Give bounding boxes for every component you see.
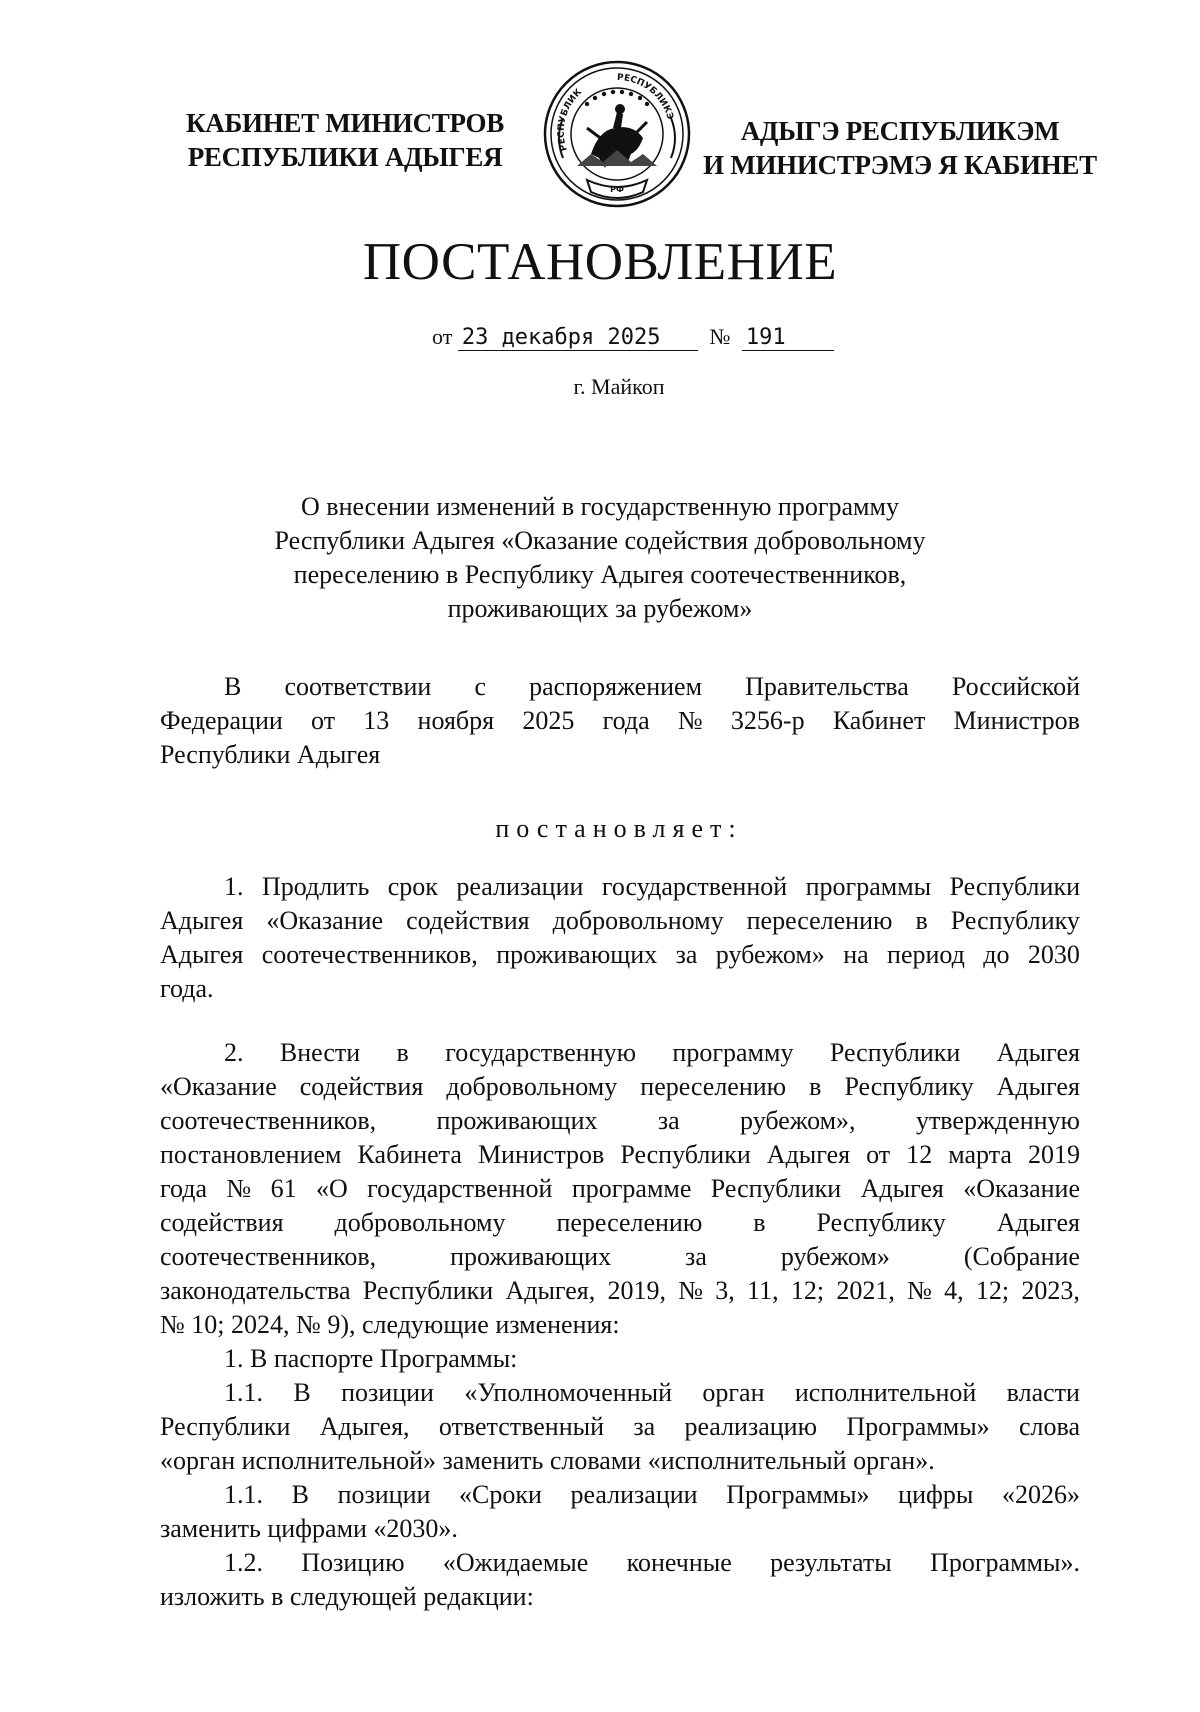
word: № (226, 1174, 252, 1203)
word: период (887, 940, 965, 969)
subject-line: переселению в Республику Адыгея соотечественников, (293, 560, 907, 589)
word: 1.1. (224, 1378, 263, 1407)
word: в (753, 1208, 766, 1237)
word: «Сроки (459, 1480, 542, 1509)
word: проживающих (450, 1242, 612, 1271)
sub-1-1-a-line (160, 1410, 1080, 1444)
word: 3, (715, 1276, 735, 1305)
word: позиции (337, 1480, 431, 1509)
word: года (160, 1174, 208, 1203)
word: № (907, 1276, 932, 1305)
word: Республику (844, 1072, 974, 1101)
issuer-name-russian (180, 106, 510, 174)
word: распоряжением (529, 672, 703, 701)
svg-text:РЕСПУБЛИК (557, 87, 585, 152)
word: добровольному (334, 1208, 506, 1237)
word: государственную (445, 1038, 637, 1067)
word: Адыгея (996, 1072, 1080, 1101)
word: Адыгея (996, 1038, 1080, 1067)
word: Кабинет (832, 706, 926, 735)
word: соотечественников, (160, 1242, 377, 1271)
item-1-line (160, 938, 1080, 972)
preamble-line (160, 704, 1080, 738)
issuer-ru-line1: КАБИНЕТ МИНИСТРОВ (186, 108, 504, 138)
word: реализации (456, 872, 584, 901)
word: Программы» (846, 1412, 990, 1441)
word: переселению (556, 1208, 703, 1237)
word: содействия (160, 1208, 284, 1237)
word: срок (387, 872, 438, 901)
subject-line: О внесении изменений в государственную программу (301, 492, 899, 521)
emblem-ring-left-text: РЕСПУБЛИК (556, 87, 585, 153)
word: марта (948, 1140, 1012, 1169)
item-2-line (160, 1036, 1080, 1070)
date-number-line (432, 322, 834, 352)
word: Внести (279, 1038, 361, 1067)
word: ответственный (438, 1412, 604, 1441)
word: 2023, (1021, 1276, 1080, 1305)
word: от (866, 1140, 891, 1169)
word: 2019, (607, 1276, 666, 1305)
item-2-paragraph (160, 1036, 1080, 1614)
word: власти (1006, 1378, 1080, 1407)
word: Адыгея (160, 906, 244, 935)
word: реализации (570, 1480, 698, 1509)
word: Позицию (301, 1548, 405, 1577)
word: 1.1. (224, 1480, 263, 1509)
word: Федерации (160, 706, 283, 735)
word: Программы». (930, 1548, 1080, 1577)
word: В (291, 1480, 309, 1509)
item-1-line (160, 904, 1080, 938)
decree-word: постановляет: (495, 814, 743, 843)
word: 4, (944, 1276, 964, 1305)
word: Правительства (745, 672, 909, 701)
word: Республики (710, 1174, 842, 1203)
word: содействия (299, 1072, 424, 1101)
document-title: ПОСТАНОВЛЕНИЕ (362, 233, 838, 291)
word: «Ожидаемые (442, 1548, 589, 1577)
word: рубежом» (715, 940, 825, 969)
word: 61 (270, 1174, 297, 1203)
passport-subheading: 1. В паспорте Программы: (224, 1344, 518, 1373)
word: переселению (640, 1072, 787, 1101)
word: от (311, 706, 336, 735)
word: утвержденную (915, 1106, 1080, 1135)
word: программы (805, 872, 932, 901)
word: Адыгея, (505, 1276, 596, 1305)
word: «Оказание (266, 906, 384, 935)
word: (Собрание (963, 1242, 1080, 1271)
word: 13 (363, 706, 390, 735)
word: с (474, 672, 486, 701)
word: 1.2. (224, 1548, 263, 1577)
word: программу (672, 1038, 794, 1067)
svg-text:РФ: РФ (610, 185, 624, 194)
word: «Уполномоченный (464, 1378, 673, 1407)
word: Адыгея (860, 1174, 944, 1203)
sub-1-1-b-line (160, 1478, 1080, 1512)
document-date: 23 декабря 2025 (458, 326, 698, 351)
word: Адыгея, (319, 1412, 410, 1441)
word: Министров (953, 706, 1080, 735)
word: позиции (341, 1378, 434, 1407)
word: Адыгея (160, 940, 244, 969)
word: Российской (951, 672, 1080, 701)
word: программе (571, 1174, 692, 1203)
word: В (224, 672, 242, 701)
word: 12; (975, 1276, 1010, 1305)
sub-1-1-a-line (160, 1376, 1080, 1410)
document-subject (160, 490, 1040, 626)
word: в (915, 906, 928, 935)
item-2-line (160, 1070, 1080, 1104)
word: соотечественников, (261, 940, 478, 969)
word: рубежом», (740, 1106, 856, 1135)
emblem-ring-right-text: РЕСПУБЛИКЭ (616, 72, 675, 121)
word: постановлением (160, 1140, 342, 1169)
word: реализацию (684, 1412, 818, 1441)
item-2-line (160, 1104, 1080, 1138)
word: Программы» (726, 1480, 870, 1509)
word: Продлить (261, 872, 370, 901)
word: 2025 (522, 706, 575, 735)
word: «Оказание (160, 1072, 277, 1101)
word: В (293, 1378, 311, 1407)
city-of-issue: г. Майкоп (573, 374, 665, 399)
issuer-ady-line1: АДЫГЭ РЕСПУБЛИКЭМ (740, 116, 1060, 146)
word: за (675, 940, 698, 969)
word: 2. (224, 1038, 244, 1067)
word: Кабинета (357, 1140, 462, 1169)
date-from-label: от (432, 324, 453, 349)
word: содействия (406, 906, 530, 935)
word: № (677, 706, 703, 735)
word: 3256-р (730, 706, 805, 735)
word: Республики (829, 1038, 961, 1067)
sub-1-1-a-line: «орган исполнительной» заменить словами «исполнительный орган». (160, 1446, 935, 1475)
preamble-paragraph (160, 670, 1080, 772)
word: на (843, 940, 869, 969)
word: Республику (816, 1208, 946, 1237)
word: 1. (224, 872, 244, 901)
word: добровольному (446, 1072, 618, 1101)
word: 12 (906, 1140, 933, 1169)
issuer-name-adyghe (700, 114, 1100, 182)
word: Министров (477, 1140, 605, 1169)
item-1-line: года. (160, 974, 214, 1003)
sub-1-2-line: изложить в следующей редакции: (160, 1582, 534, 1611)
word: 2021, (836, 1276, 895, 1305)
word: Республики (362, 1276, 494, 1305)
word: рубежом» (780, 1242, 890, 1271)
word: орган (702, 1378, 765, 1407)
item-2-line (160, 1172, 1080, 1206)
number-label: № (709, 324, 731, 349)
item-1-paragraph (160, 870, 1080, 1006)
word: государственной (367, 1174, 553, 1203)
word: № (678, 1276, 704, 1305)
word: «2026» (1001, 1480, 1080, 1509)
subject-line: проживающих за рубежом» (447, 594, 753, 623)
word: за (657, 1106, 680, 1135)
word: Адыгея (996, 1208, 1080, 1237)
word: проживающих (436, 1106, 598, 1135)
item-2-line (160, 1274, 1080, 1308)
word: в (396, 1038, 409, 1067)
word: проживающих (496, 940, 658, 969)
word: 12; (790, 1276, 825, 1305)
item-2-line (160, 1206, 1080, 1240)
word: года (602, 706, 650, 735)
item-1-line (160, 870, 1080, 904)
word: Республику (950, 906, 1080, 935)
word: 2019 (1027, 1140, 1080, 1169)
word: 2030 (1027, 940, 1080, 969)
word: до (983, 940, 1010, 969)
word: ноября (417, 706, 495, 735)
word: переселению (746, 906, 893, 935)
preamble-line (160, 670, 1080, 704)
preamble-line: Республики Адыгея (160, 740, 381, 769)
word: законодательства (160, 1276, 351, 1305)
word: слова (1019, 1412, 1080, 1441)
word: за (633, 1412, 656, 1441)
subject-line: Республики Адыгея «Оказание содействия добровольному (274, 526, 926, 555)
word: Республики (620, 1140, 751, 1169)
item-2-line (160, 1240, 1080, 1274)
word: государственной (601, 872, 788, 901)
word: 11, (747, 1276, 779, 1305)
word: исполнительной (794, 1378, 977, 1407)
item-2-line: № 10; 2024, № 9), следующие изменения: (160, 1310, 620, 1339)
word: добровольному (552, 906, 724, 935)
word: цифры (898, 1480, 974, 1509)
word: «Оказание (963, 1174, 1080, 1203)
word: Адыгея (766, 1140, 851, 1169)
issuer-ru-line2: РЕСПУБЛИКИ АДЫГЕЯ (187, 142, 503, 172)
document-number: 191 (742, 326, 834, 351)
issuer-ady-line2: И МИНИСТРЭМЭ Я КАБИНЕТ (703, 150, 1097, 180)
word: за (685, 1242, 707, 1271)
word: в (809, 1072, 822, 1101)
word: Республики (160, 1412, 291, 1441)
word: «О (315, 1174, 348, 1203)
word: соответствии (284, 672, 432, 701)
sub-1-2-line (160, 1546, 1080, 1580)
word: конечные (626, 1548, 732, 1577)
sub-1-1-b-line: заменить цифрами «2030». (160, 1514, 458, 1543)
coat-of-arms-emblem-icon (543, 58, 691, 208)
item-2-line (160, 1138, 1080, 1172)
word: результаты (770, 1548, 892, 1577)
word: Республики (949, 872, 1080, 901)
word: соотечественников, (160, 1106, 377, 1135)
